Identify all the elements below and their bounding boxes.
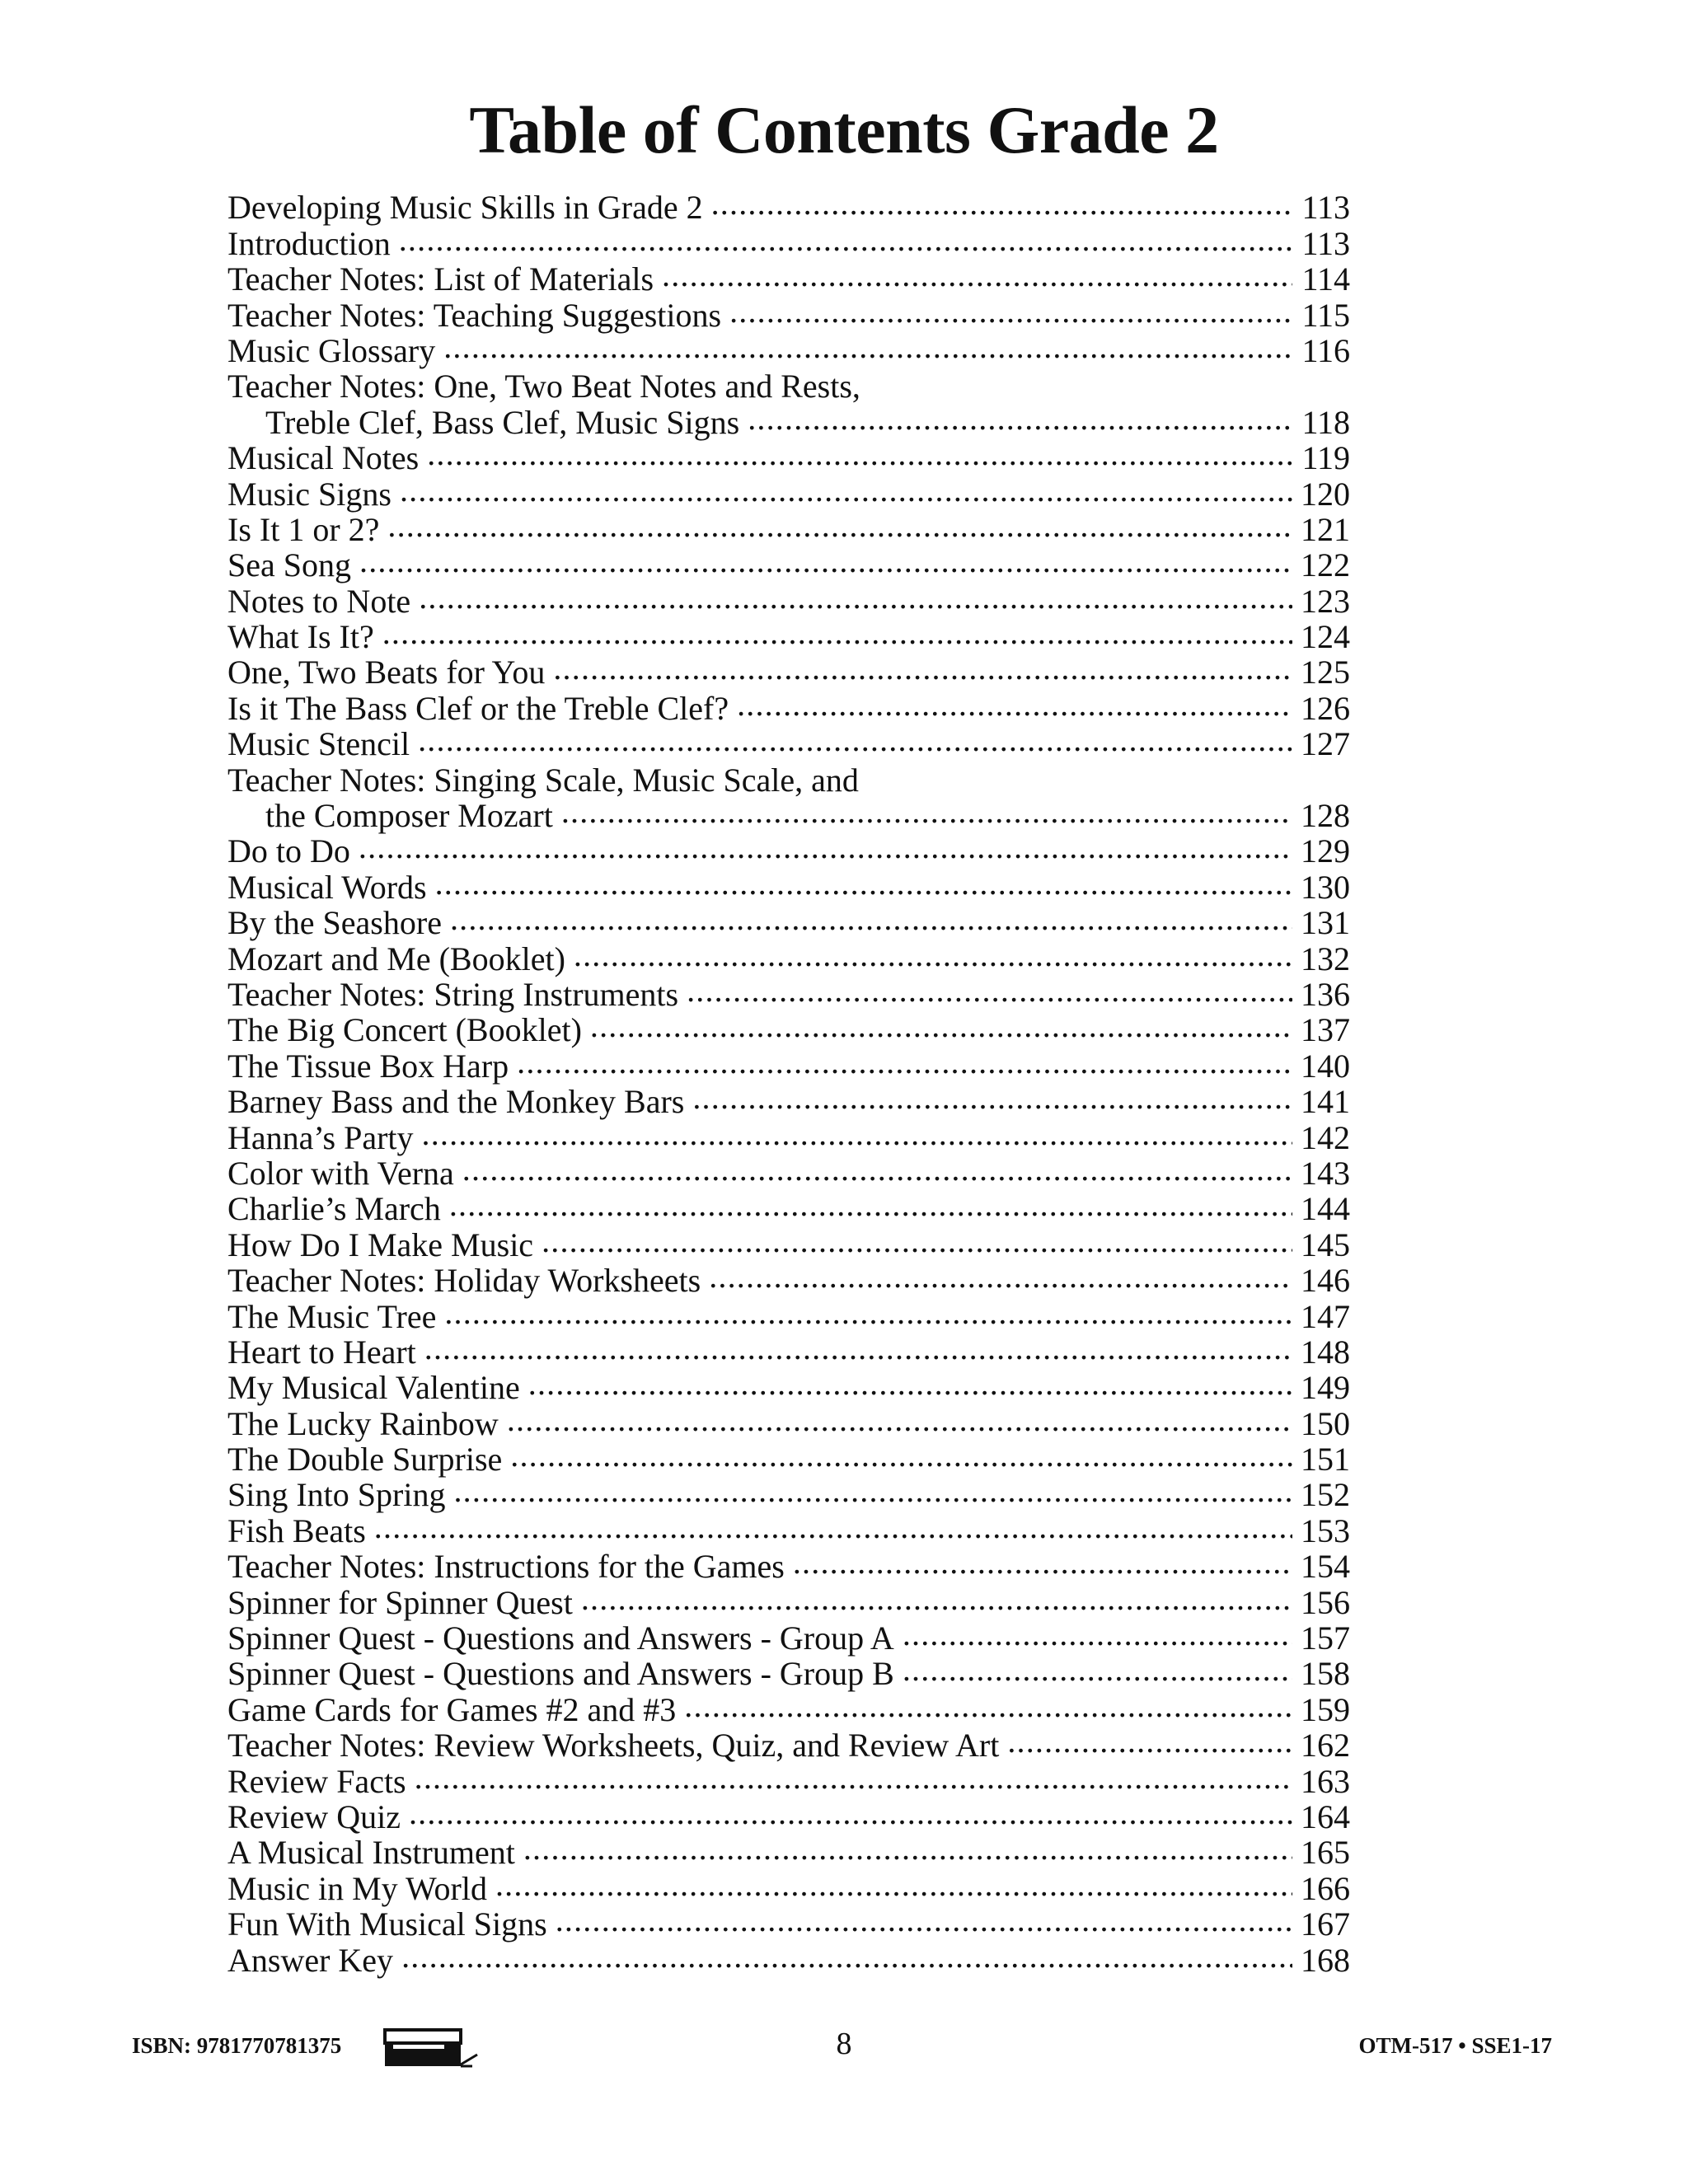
dot-leader: [444, 1299, 1292, 1334]
toc-entry-page: 127: [1301, 725, 1350, 763]
toc-entry: [227, 225, 1350, 260]
toc-entry-title: Charlie’s March: [227, 1190, 441, 1228]
toc-entry-page: 154: [1301, 1548, 1350, 1586]
toc-entry-title: Heart to Heart: [227, 1333, 416, 1371]
toc-entry-page: 119: [1301, 439, 1350, 477]
dot-leader: [1007, 1727, 1292, 1763]
toc-entry: [227, 1370, 1350, 1405]
toc-entry-title: Is it The Bass Clef or the Treble Clef?: [227, 689, 729, 727]
toc-entry: [227, 1549, 1350, 1584]
toc-entry-title: Do to Do: [227, 832, 350, 870]
dot-leader: [662, 261, 1292, 297]
toc-entry-title: Mozart and Me (Booklet): [227, 940, 565, 977]
toc-entry-title: The Tissue Box Harp: [227, 1047, 509, 1085]
dot-leader: [415, 1764, 1292, 1799]
dot-leader: [387, 512, 1292, 547]
toc-entry-title: What Is It?: [227, 618, 374, 656]
toc-entry: [227, 1727, 1350, 1763]
toc-entry: [227, 1191, 1350, 1226]
toc-entry-page: 166: [1301, 1869, 1350, 1907]
toc-entry-page: 123: [1301, 582, 1350, 620]
toc-entry-page: 144: [1301, 1190, 1350, 1228]
page-number: 8: [836, 2027, 852, 2061]
toc-entry-page: 143: [1301, 1154, 1350, 1192]
toc-entry: [227, 1656, 1350, 1691]
toc-entry-page: 164: [1301, 1797, 1350, 1835]
toc-entry-page: 142: [1301, 1118, 1350, 1156]
toc-entry-title: Teacher Notes: Review Worksheets, Quiz, and Review Art: [227, 1727, 1000, 1765]
toc-entry-page: 132: [1301, 940, 1350, 977]
toc-entry-page: 118: [1301, 403, 1350, 441]
dot-leader: [517, 1048, 1292, 1084]
toc-entry: [227, 512, 1350, 547]
dot-leader: [510, 1441, 1292, 1477]
toc-entry-page: 151: [1301, 1441, 1350, 1479]
toc-entry: [227, 1441, 1350, 1477]
toc-entry: [227, 440, 1350, 476]
dot-leader: [528, 1370, 1292, 1405]
toc-entry-page: 156: [1301, 1583, 1350, 1621]
toc-entry-title: How Do I Make Music: [227, 1226, 534, 1263]
dot-leader: [542, 1227, 1292, 1263]
toc-entry-title: Notes to Note: [227, 582, 411, 620]
toc-entry-title: Spinner Quest - Questions and Answers - Group B: [227, 1655, 894, 1693]
dot-leader: [903, 1656, 1292, 1691]
toc-entry-page: 128: [1301, 797, 1350, 835]
toc-entry: [227, 1084, 1350, 1119]
toc-entry-page: 162: [1301, 1727, 1350, 1765]
toc-entry: [227, 261, 1350, 297]
toc-entry-page: 140: [1301, 1047, 1350, 1085]
toc-entry-title: Music Stencil: [227, 725, 410, 763]
toc-entry: [227, 1047, 1350, 1083]
toc-entry-continuation: [227, 798, 1350, 833]
dot-leader: [443, 333, 1292, 368]
page-title: Table of Contents Grade 2: [469, 92, 1219, 167]
toc-entry-title: Teacher Notes: Instructions for the Games: [227, 1548, 785, 1586]
toc-entry-page: 131: [1301, 904, 1350, 942]
dot-leader: [684, 1692, 1292, 1727]
dot-leader: [581, 1585, 1292, 1620]
toc-entry: [227, 1012, 1350, 1047]
toc-entry-page: 157: [1301, 1619, 1350, 1657]
dot-leader: [793, 1549, 1292, 1584]
dot-leader: [359, 833, 1292, 869]
dot-leader: [507, 1406, 1292, 1441]
dot-leader: [400, 476, 1292, 512]
toc-entry-page: 145: [1301, 1226, 1350, 1263]
toc-entry-page: 150: [1301, 1404, 1350, 1442]
toc-entry-title: Teacher Notes: List of Materials: [227, 260, 654, 298]
toc-entry-title: By the Seashore: [227, 904, 442, 942]
dot-leader: [450, 905, 1292, 940]
dot-leader: [687, 977, 1292, 1012]
toc-entry: [227, 833, 1350, 869]
toc-entry: [227, 1119, 1350, 1155]
toc-entry-page: 124: [1301, 618, 1350, 656]
toc-entry: [227, 1226, 1350, 1262]
dot-leader: [419, 583, 1292, 619]
toc-entry-page: 153: [1301, 1511, 1350, 1549]
toc-entry: [227, 1263, 1350, 1298]
toc-entry-title: Developing Music Skills in Grade 2: [227, 189, 703, 227]
toc-entry: [227, 1942, 1350, 1977]
dot-leader: [523, 1835, 1292, 1870]
toc-entry-title: Music Glossary: [227, 331, 436, 369]
toc-entry: [227, 690, 1350, 725]
toc-entry: [227, 1799, 1350, 1835]
toc-entry-title: Introduction: [227, 224, 391, 262]
toc-entry-title: Barney Bass and the Monkey Bars: [227, 1083, 685, 1121]
toc-entry-title: the Composer Mozart: [265, 797, 553, 835]
toc-entry-page: 126: [1301, 689, 1350, 727]
dot-leader: [453, 1477, 1292, 1512]
dot-leader: [401, 1943, 1292, 1978]
toc-entry-page: 137: [1301, 1011, 1350, 1049]
toc-entry-page: 167: [1301, 1905, 1350, 1943]
toc-entry: [227, 1512, 1350, 1548]
dot-leader: [495, 1871, 1292, 1906]
toc-entry-title: Answer Key: [227, 1941, 394, 1979]
toc-entry: [227, 476, 1350, 511]
toc-entry-title: Music in My World: [227, 1869, 487, 1907]
toc-entry-title: Spinner Quest - Questions and Answers - Group A: [227, 1619, 894, 1657]
toc-entry-title: Game Cards for Games #2 and #3: [227, 1690, 677, 1728]
toc-entry-title: Teacher Notes: Teaching Suggestions: [227, 296, 722, 334]
product-code: OTM-517 • SSE1-17: [1358, 2033, 1552, 2058]
dot-leader: [359, 547, 1292, 583]
toc-entry: [227, 1906, 1350, 1942]
toc-entry-title: Treble Clef, Bass Clef, Music Signs: [265, 403, 740, 441]
toc-entry-page: 130: [1301, 868, 1350, 906]
toc-entry-title: The Music Tree: [227, 1297, 437, 1335]
toc-entry-title: Hanna’s Party: [227, 1118, 414, 1156]
toc-entry: [227, 1155, 1350, 1191]
toc-entry-title: Spinner for Spinner Quest: [227, 1583, 573, 1621]
toc-entry-title: Review Facts: [227, 1762, 406, 1800]
toc-entry-page: 141: [1301, 1083, 1350, 1121]
toc-entry: [227, 1477, 1350, 1512]
toc-entry: [227, 1584, 1350, 1619]
toc-entry: [227, 547, 1350, 583]
toc-entry-title: One, Two Beats for You: [227, 654, 546, 691]
toc-entry: [227, 1763, 1350, 1798]
dot-leader: [422, 1120, 1292, 1155]
toc-entry: [227, 1298, 1350, 1333]
dot-leader: [903, 1620, 1292, 1656]
toc-entry-title: Sea Song: [227, 546, 351, 584]
toc-entry-page: 129: [1301, 832, 1350, 870]
toc-entry-page: 159: [1301, 1690, 1350, 1728]
dot-leader: [424, 1334, 1292, 1370]
dot-leader: [711, 190, 1292, 225]
dot-leader: [435, 869, 1292, 905]
toc-entry-first-line: [227, 368, 1350, 404]
toc-entry-page: 115: [1301, 296, 1350, 334]
toc-entry: [227, 1691, 1350, 1727]
toc-entry-title: Fish Beats: [227, 1511, 366, 1549]
toc-entry-page: 146: [1301, 1262, 1350, 1300]
toc-entry-page: 113: [1301, 224, 1350, 262]
toc-entry: [227, 297, 1350, 332]
toc-entry: [227, 1835, 1350, 1870]
toc-entry-title: Teacher Notes: String Instruments: [227, 975, 679, 1013]
toc-entry-page: 113: [1301, 189, 1350, 227]
toc-entry: [227, 869, 1350, 904]
toc-entry-first-line: [227, 762, 1350, 797]
toc-entry-title: A Musical Instrument: [227, 1834, 515, 1872]
dot-leader: [561, 798, 1292, 833]
toc-entry-page: 165: [1301, 1834, 1350, 1872]
toc-entry-title: Musical Words: [227, 868, 427, 906]
dot-leader: [692, 1084, 1292, 1119]
dot-leader: [590, 1012, 1292, 1047]
dot-leader: [418, 726, 1292, 762]
table-of-contents: [227, 190, 1350, 1978]
toc-entry: [227, 726, 1350, 762]
dot-leader: [462, 1155, 1292, 1191]
dot-leader: [729, 298, 1292, 333]
toc-entry: [227, 333, 1350, 368]
toc-entry-title: Teacher Notes: Singing Scale, Music Scale, and: [227, 761, 859, 799]
toc-entry-title: Color with Verna: [227, 1154, 454, 1192]
dot-leader: [574, 941, 1292, 977]
toc-entry: [227, 654, 1350, 690]
toc-entry-title: Sing Into Spring: [227, 1476, 446, 1514]
toc-entry-title: The Big Concert (Booklet): [227, 1011, 582, 1049]
dot-leader: [709, 1263, 1292, 1298]
toc-entry: [227, 1620, 1350, 1656]
toc-entry: [227, 905, 1350, 940]
toc-entry-title: The Lucky Rainbow: [227, 1404, 499, 1442]
toc-entry-page: 148: [1301, 1333, 1350, 1371]
toc-entry-page: 136: [1301, 975, 1350, 1013]
toc-entry: [227, 1870, 1350, 1905]
toc-entry: [227, 1334, 1350, 1370]
toc-entry-title: Music Signs: [227, 475, 392, 513]
isbn-label: ISBN: 9781770781375: [132, 2033, 342, 2058]
toc-entry-page: 158: [1301, 1655, 1350, 1693]
dot-leader: [449, 1191, 1292, 1226]
toc-entry-page: 120: [1301, 475, 1350, 513]
toc-entry: [227, 619, 1350, 654]
toc-entry: [227, 190, 1350, 225]
toc-entry-page: 152: [1301, 1476, 1350, 1514]
toc-entry: [227, 940, 1350, 976]
dot-leader: [748, 405, 1292, 440]
dot-leader: [382, 619, 1292, 654]
dot-leader: [399, 226, 1292, 261]
dot-leader: [427, 440, 1292, 476]
toc-entry-page: 114: [1301, 260, 1350, 298]
toc-entry-title: My Musical Valentine: [227, 1369, 520, 1407]
toc-entry: [227, 583, 1350, 618]
toc-entry-page: 121: [1301, 510, 1350, 548]
toc-entry-page: 147: [1301, 1297, 1350, 1335]
toc-entry-title: Teacher Notes: One, Two Beat Notes and Rests,: [227, 368, 860, 405]
toc-entry-page: 116: [1301, 331, 1350, 369]
toc-entry-page: 125: [1301, 654, 1350, 691]
dot-leader: [409, 1799, 1292, 1835]
dot-leader: [737, 691, 1292, 726]
toc-entry-title: Fun With Musical Signs: [227, 1905, 547, 1943]
toc-entry-page: 122: [1301, 546, 1350, 584]
toc-entry-continuation: [227, 404, 1350, 439]
dot-leader: [553, 654, 1292, 690]
toc-entry-title: Review Quiz: [227, 1797, 401, 1835]
toc-entry: [227, 1405, 1350, 1441]
toc-entry: [227, 977, 1350, 1012]
toc-entry-page: 168: [1301, 1941, 1350, 1979]
toc-entry-title: The Double Surprise: [227, 1441, 503, 1479]
dot-leader: [556, 1906, 1292, 1942]
toc-entry-page: 149: [1301, 1369, 1350, 1407]
toc-entry-title: Is It 1 or 2?: [227, 510, 380, 548]
toc-entry-title: Musical Notes: [227, 439, 420, 477]
dot-leader: [374, 1513, 1292, 1549]
toc-entry-page: 163: [1301, 1762, 1350, 1800]
toc-entry-title: Teacher Notes: Holiday Worksheets: [227, 1262, 701, 1300]
